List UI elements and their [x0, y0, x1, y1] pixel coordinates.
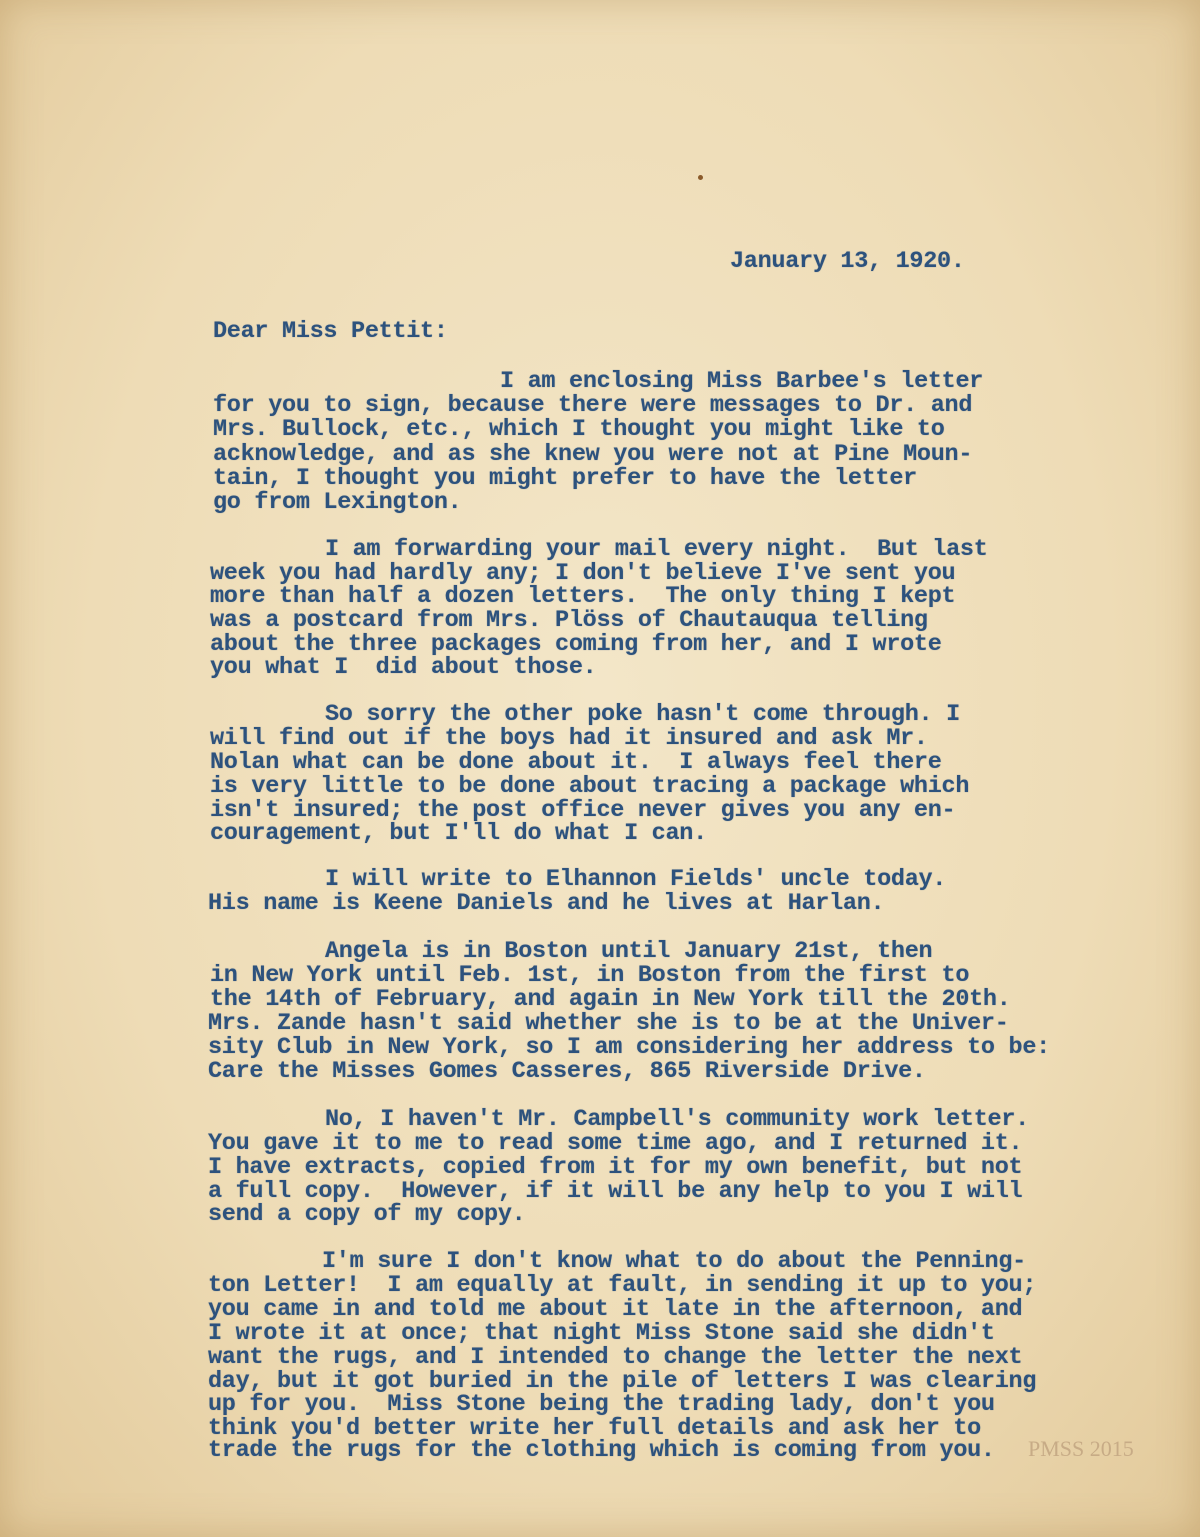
text-line: more than half a dozen letters. The only thing I kept	[210, 583, 956, 610]
text-line: Mrs. Zande hasn't said whether she is to be at the Univer-	[208, 1010, 1009, 1037]
text-line: up for you. Miss Stone being the trading lady, don't you	[208, 1391, 995, 1418]
text-line: Angela is in Boston until January 21st, then	[325, 938, 933, 965]
text-line: I will write to Elhannon Fields' uncle today.	[325, 866, 947, 893]
text-line: send a copy of my copy.	[208, 1201, 526, 1228]
text-line: I am forwarding your mail every night. But last	[325, 536, 988, 563]
text-line: I have extracts, copied from it for my own benefit, but not	[208, 1154, 1023, 1181]
text-line: want the rugs, and I intended to change the letter the next	[208, 1344, 1023, 1371]
text-line: No, I haven't Mr. Campbell's community work letter.	[325, 1106, 1029, 1133]
text-line: you came in and told me about it late in the afternoon, and	[208, 1296, 1023, 1323]
letter-date: January 13, 1920.	[730, 248, 965, 275]
text-line: You gave it to me to read some time ago, and I returned it.	[208, 1130, 1023, 1157]
text-line: think you'd better write her full details and ask her to	[208, 1415, 981, 1442]
text-line: in New York until Feb. 1st, in Boston from the first to	[210, 962, 970, 989]
text-line: I'm sure I don't know what to do about the Penning-	[322, 1248, 1026, 1275]
salutation: Dear Miss Pettit:	[213, 318, 448, 345]
text-line: go from Lexington.	[213, 489, 462, 516]
text-line: you what I did about those.	[210, 654, 597, 681]
text-line: isn't insured; the post office never gives you any en-	[210, 797, 956, 824]
text-line: couragement, but I'll do what I can.	[210, 820, 707, 847]
text-line: is very little to be done about tracing a package which	[210, 773, 970, 800]
text-line: day, but it got buried in the pile of letters I was clearing	[208, 1368, 1037, 1395]
text-line: Mrs. Bullock, etc., which I thought you might like to	[213, 416, 945, 443]
text-line: will find out if the boys had it insured and ask Mr.	[210, 725, 928, 752]
text-line: I wrote it at once; that night Miss Stone said she didn't	[208, 1320, 995, 1347]
text-line: was a postcard from Mrs. Plöss of Chautauqua telling	[210, 607, 928, 634]
text-line: Care the Misses Gomes Casseres, 865 Riverside Drive.	[208, 1058, 926, 1085]
text-line: for you to sign, because there were messages to Dr. and	[213, 392, 973, 419]
text-line: week you had hardly any; I don't believe I've sent you	[210, 560, 956, 587]
text-line: the 14th of February, and again in New York till the 20th.	[210, 986, 1011, 1013]
text-line: ton Letter! I am equally at fault, in sending it up to you;	[208, 1272, 1037, 1299]
text-line: a full copy. However, if it will be any help to you I will	[208, 1178, 1023, 1205]
text-line: Nolan what can be done about it. I always feel there	[210, 749, 942, 776]
text-line: sity Club in New York, so I am considering her address to be:	[208, 1034, 1050, 1061]
text-line: about the three packages coming from her, and I wrote	[210, 631, 942, 658]
text-line: So sorry the other poke hasn't come through. I	[325, 701, 960, 728]
text-line: acknowledge, and as she knew you were not at Pine Moun-	[213, 441, 973, 468]
archive-watermark: PMSS 2015	[1028, 1436, 1134, 1461]
text-line: tain, I thought you might prefer to have the letter	[213, 465, 917, 492]
text-line: I am enclosing Miss Barbee's letter	[500, 368, 984, 395]
text-line: His name is Keene Daniels and he lives at Harlan.	[208, 890, 885, 917]
text-line: trade the rugs for the clothing which is coming from you.	[208, 1437, 995, 1464]
ink-spot	[698, 175, 703, 180]
